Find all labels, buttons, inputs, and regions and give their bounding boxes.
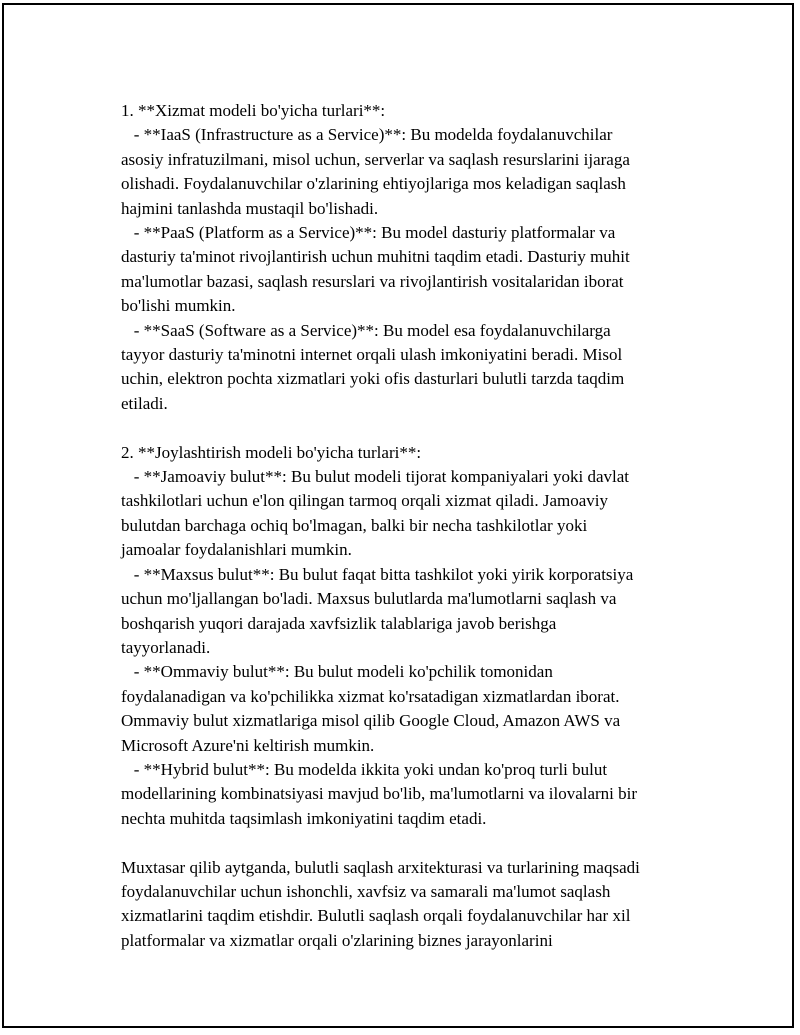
- text-line: etiladi.: [121, 393, 168, 413]
- text-line: ma'lumotlar bazasi, saqlash resurslari va rivojlantirish vositalaridan iborat: [121, 271, 624, 291]
- text-line: Microsoft Azure'ni keltirish mumkin.: [121, 735, 375, 755]
- text-line: - **Maxsus bulut**: Bu bulut faqat bitta tashkilot yoki yirik korporatsiya: [121, 564, 634, 584]
- text-line: 1. **Xizmat modeli bo'yicha turlari**:: [121, 101, 386, 120]
- text-line: bo'lishi mumkin.: [121, 296, 236, 316]
- text-line: foydalanadigan va ko'pchilikka xizmat ko'rsatadigan xizmatlardan iborat.: [121, 686, 620, 706]
- text-line: platformalar va xizmatlar orqali o'zlarining biznes jarayonlarini: [121, 930, 553, 950]
- text-line: tashkilotlari uchun e'lon qilingan tarmoq orqali xizmat qiladi. Jamoaviy: [121, 491, 608, 511]
- text-line: tayyor dasturiy ta'minotni internet orqali ulash imkoniyatini beradi. Misol: [121, 345, 623, 365]
- text-line: dasturiy ta'minot rivojlantirish uchun muhitni taqdim etadi. Dasturiy muhit: [121, 247, 630, 267]
- text-line: Ommaviy bulut xizmatlariga misol qilib Google Cloud, Amazon AWS va: [121, 711, 621, 731]
- document-body: [121, 99, 681, 953]
- text-line: - **IaaS (Infrastructure as a Service)**: Bu modelda foydalanuvchilar: [121, 125, 613, 145]
- text-line: foydalanuvchilar uchun ishonchli, xavfsiz va samarali ma'lumot saqlash: [121, 881, 611, 901]
- paragraph-gap: [121, 831, 681, 855]
- text-line: jamoalar foydalanishlari mumkin.: [121, 540, 352, 560]
- text-line: - **Hybrid bulut**: Bu modelda ikkita yoki undan ko'proq turli bulut: [121, 759, 608, 779]
- text-line: uchin, elektron pochta xizmatlari yoki ofis dasturlari bulutli tarzda taqdim: [121, 369, 625, 389]
- text-line: xizmatlarini taqdim etishdir. Bulutli saqlash orqali foydalanuvchilar har xil: [121, 906, 631, 926]
- text-line: hajmini tanlashda mustaqil bo'lishadi.: [121, 198, 379, 218]
- text-line: olishadi. Foydalanuvchilar o'zlarining ehtiyojlariga mos keladigan saqlash: [121, 174, 626, 194]
- text-line: 2. **Joylashtirish modeli bo'yicha turlari**:: [121, 442, 422, 462]
- text-line: boshqarish yuqori darajada xavfsizlik talablariga javob berishga: [121, 613, 557, 633]
- text-line: modellarining kombinatsiyasi mavjud bo'lib, ma'lumotlarni va ilovalarni bir: [121, 784, 638, 804]
- text-line: tayyorlanadi.: [121, 637, 211, 657]
- paragraph-gap: [121, 416, 681, 440]
- text-line: uchun mo'ljallangan bo'ladi. Maxsus bulutlarda ma'lumotlarni saqlash va: [121, 589, 617, 609]
- text-line: - **Jamoaviy bulut**: Bu bulut modeli tijorat kompaniyalari yoki davlat: [121, 467, 630, 487]
- text-line: - **SaaS (Software as a Service)**: Bu model esa foydalanuvchilarga: [121, 320, 611, 340]
- page-frame: [2, 3, 794, 1028]
- paragraph-service-models: [121, 99, 681, 416]
- text-line: Muxtasar qilib aytganda, bulutli saqlash arxitekturasi va turlarining maqsadi: [121, 857, 640, 877]
- text-line: bulutdan barchaga ochiq bo'lmagan, balki bir necha tashkilotlar yoki: [121, 515, 588, 535]
- text-line: - **Ommaviy bulut**: Bu bulut modeli ko'pchilik tomonidan: [121, 662, 553, 682]
- paragraph-conclusion: [121, 856, 681, 954]
- text-line: nechta muhitda taqsimlash imkoniyatini taqdim etadi.: [121, 808, 487, 828]
- text-line: - **PaaS (Platform as a Service)**: Bu model dasturiy platformalar va: [121, 223, 616, 243]
- paragraph-deployment-models: [121, 441, 681, 832]
- text-line: asosiy infratuzilmani, misol uchun, serverlar va saqlash resurslarini ijaraga: [121, 149, 630, 169]
